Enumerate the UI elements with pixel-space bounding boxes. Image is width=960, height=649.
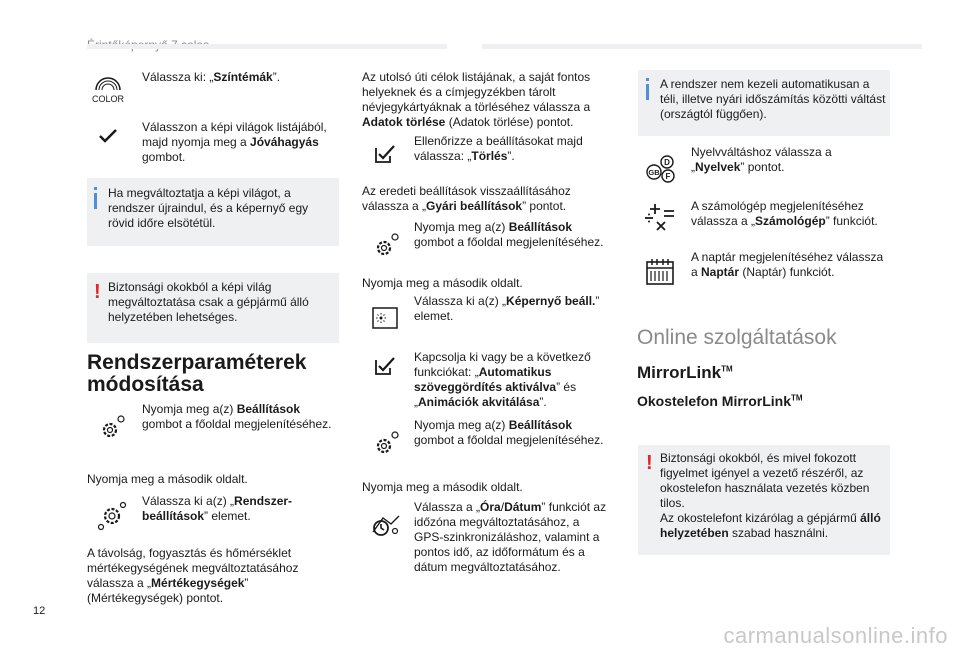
step-color-theme: Válassza ki: „Színtémák”. bbox=[142, 70, 281, 84]
section-title-online: Online szolgáltatások bbox=[637, 326, 837, 349]
warning-marker-icon: ! bbox=[94, 281, 101, 303]
para-factory-reset: Az eredeti beállítások visszaállításához válassza a „Gyári beállítások” pontot. bbox=[362, 184, 571, 213]
para-delete-data: Az utolsó úti célok listájának, a saját fontos helyeknek és a címjegyzékben tárolt névjegykártyáknak a törléséhez válassza a Adatok törlése (Adatok törlése) pontot. bbox=[362, 70, 591, 129]
svg-text:D: D bbox=[664, 158, 670, 167]
system-settings-icon bbox=[90, 502, 134, 530]
step-screen-settings: Válassza ki a(z) „Képernyő beáll.” elemet. bbox=[414, 294, 600, 323]
warning-marker-icon: ! bbox=[646, 452, 653, 474]
para-second-page-1: Nyomja meg a második oldalt. bbox=[87, 472, 248, 486]
para-second-page-2: Nyomja meg a második oldalt. bbox=[362, 276, 523, 290]
calculator-icon bbox=[638, 203, 682, 231]
svg-text:GB: GB bbox=[648, 168, 660, 177]
step-languages: Nyelvváltáshoz válassza a „Nyelvek” pontot. bbox=[691, 145, 832, 174]
step-press-settings-1: Nyomja meg a(z) Beállítások gombot a főoldal megjelenítéséhez. bbox=[142, 402, 332, 431]
info-marker-icon bbox=[94, 193, 97, 209]
info-text-dst: A rendszer nem kezeli automatikusan a téli, illetve nyári időszámítás közötti váltást (országtól függően). bbox=[660, 77, 886, 121]
settings-gear-icon bbox=[364, 430, 408, 458]
toggle-check-icon bbox=[363, 352, 407, 380]
calendar-icon bbox=[638, 258, 682, 286]
step-choose-theme: Válasszon a képi világok listájából, majd nyomja meg a Jóváhagyás gombot. bbox=[142, 120, 327, 164]
step-press-settings-3: Nyomja meg a(z) Beállítások gombot a főoldal megjelenítéséhez. bbox=[414, 418, 604, 447]
info-marker-dot bbox=[646, 78, 649, 81]
step-system-settings: Válassza ki a(z) „Rendszer-beállítások” elemet. bbox=[142, 494, 293, 523]
clock-date-icon bbox=[364, 512, 408, 540]
checkmark-icon bbox=[86, 122, 130, 150]
color-icon-label: COLOR bbox=[91, 94, 125, 104]
svg-text:F: F bbox=[665, 172, 671, 181]
screen-settings-icon bbox=[363, 304, 407, 332]
info-marker-dot bbox=[94, 187, 97, 190]
watermark: carmanualsonline.info bbox=[723, 623, 948, 648]
header-bar-right bbox=[482, 44, 922, 49]
color-theme-icon bbox=[86, 76, 130, 104]
step-toggle-functions: Kapcsolja ki vagy be a következő funkciókat: „Automatikus szöveggördítés aktiválva” és „Animációk akvitálása”. bbox=[414, 350, 591, 409]
info-marker-icon bbox=[646, 84, 649, 100]
subheading-smartphone-mirrorlink: Okostelefon MirrorLink™ bbox=[637, 393, 803, 409]
step-calendar: A naptár megjelenítéséhez válassza a Naptár (Naptár) funkciót. bbox=[691, 250, 884, 279]
section-heading-system: Rendszerparaméterek módosítása bbox=[87, 351, 307, 396]
header-bar-left bbox=[87, 44, 447, 49]
warning-text-theme: Biztonsági okokból a képi világ megváltoztatása csak a gépjármű álló helyzetében lehetséges. bbox=[108, 280, 309, 324]
confirm-delete-icon bbox=[363, 140, 407, 168]
page-number: 12 bbox=[33, 605, 46, 617]
step-calculator: A számológép megjelenítéséhez válassza a „Számológép” funkciót. bbox=[691, 199, 878, 228]
step-confirm-delete: Ellenőrizze a beállításokat majd válassza: „Törlés”. bbox=[414, 134, 583, 163]
language-icon bbox=[638, 155, 682, 183]
para-units: A távolság, fogyasztás és hőmérséklet mértékegységének megváltoztatásához válassza a „Mértékegységek” (Mértékegységek) pontot. bbox=[87, 546, 299, 605]
step-press-settings-2: Nyomja meg a(z) Beállítások gombot a főoldal megjelenítéséhez. bbox=[414, 220, 604, 249]
warning-text-phone: Biztonsági okokból, és mivel fokozott figyelmet igényel a vezető részéről, az okostelefon használata vezetés közben tilos. Az okostelefont kizárólag a gépjármű álló helyzetében szabad használni. bbox=[660, 451, 881, 540]
info-text-theme: Ha megváltoztatja a képi világot, a rendszer újraindul, és a képernyő egy rövid időre elsötétül. bbox=[108, 186, 309, 230]
heading-mirrorlink: MirrorLink™ bbox=[637, 363, 733, 382]
settings-gear-icon bbox=[364, 232, 408, 260]
settings-gear-icon bbox=[90, 414, 134, 442]
para-second-page-3: Nyomja meg a második oldalt. bbox=[362, 480, 523, 494]
step-clock-date: Válassza a „Óra/Dátum” funkciót az időzóna megváltoztatásához, a GPS-szinkronizáláshoz, valamint a pontos idő, az időformátum és a dátum megváltoztatásához. bbox=[414, 500, 607, 574]
